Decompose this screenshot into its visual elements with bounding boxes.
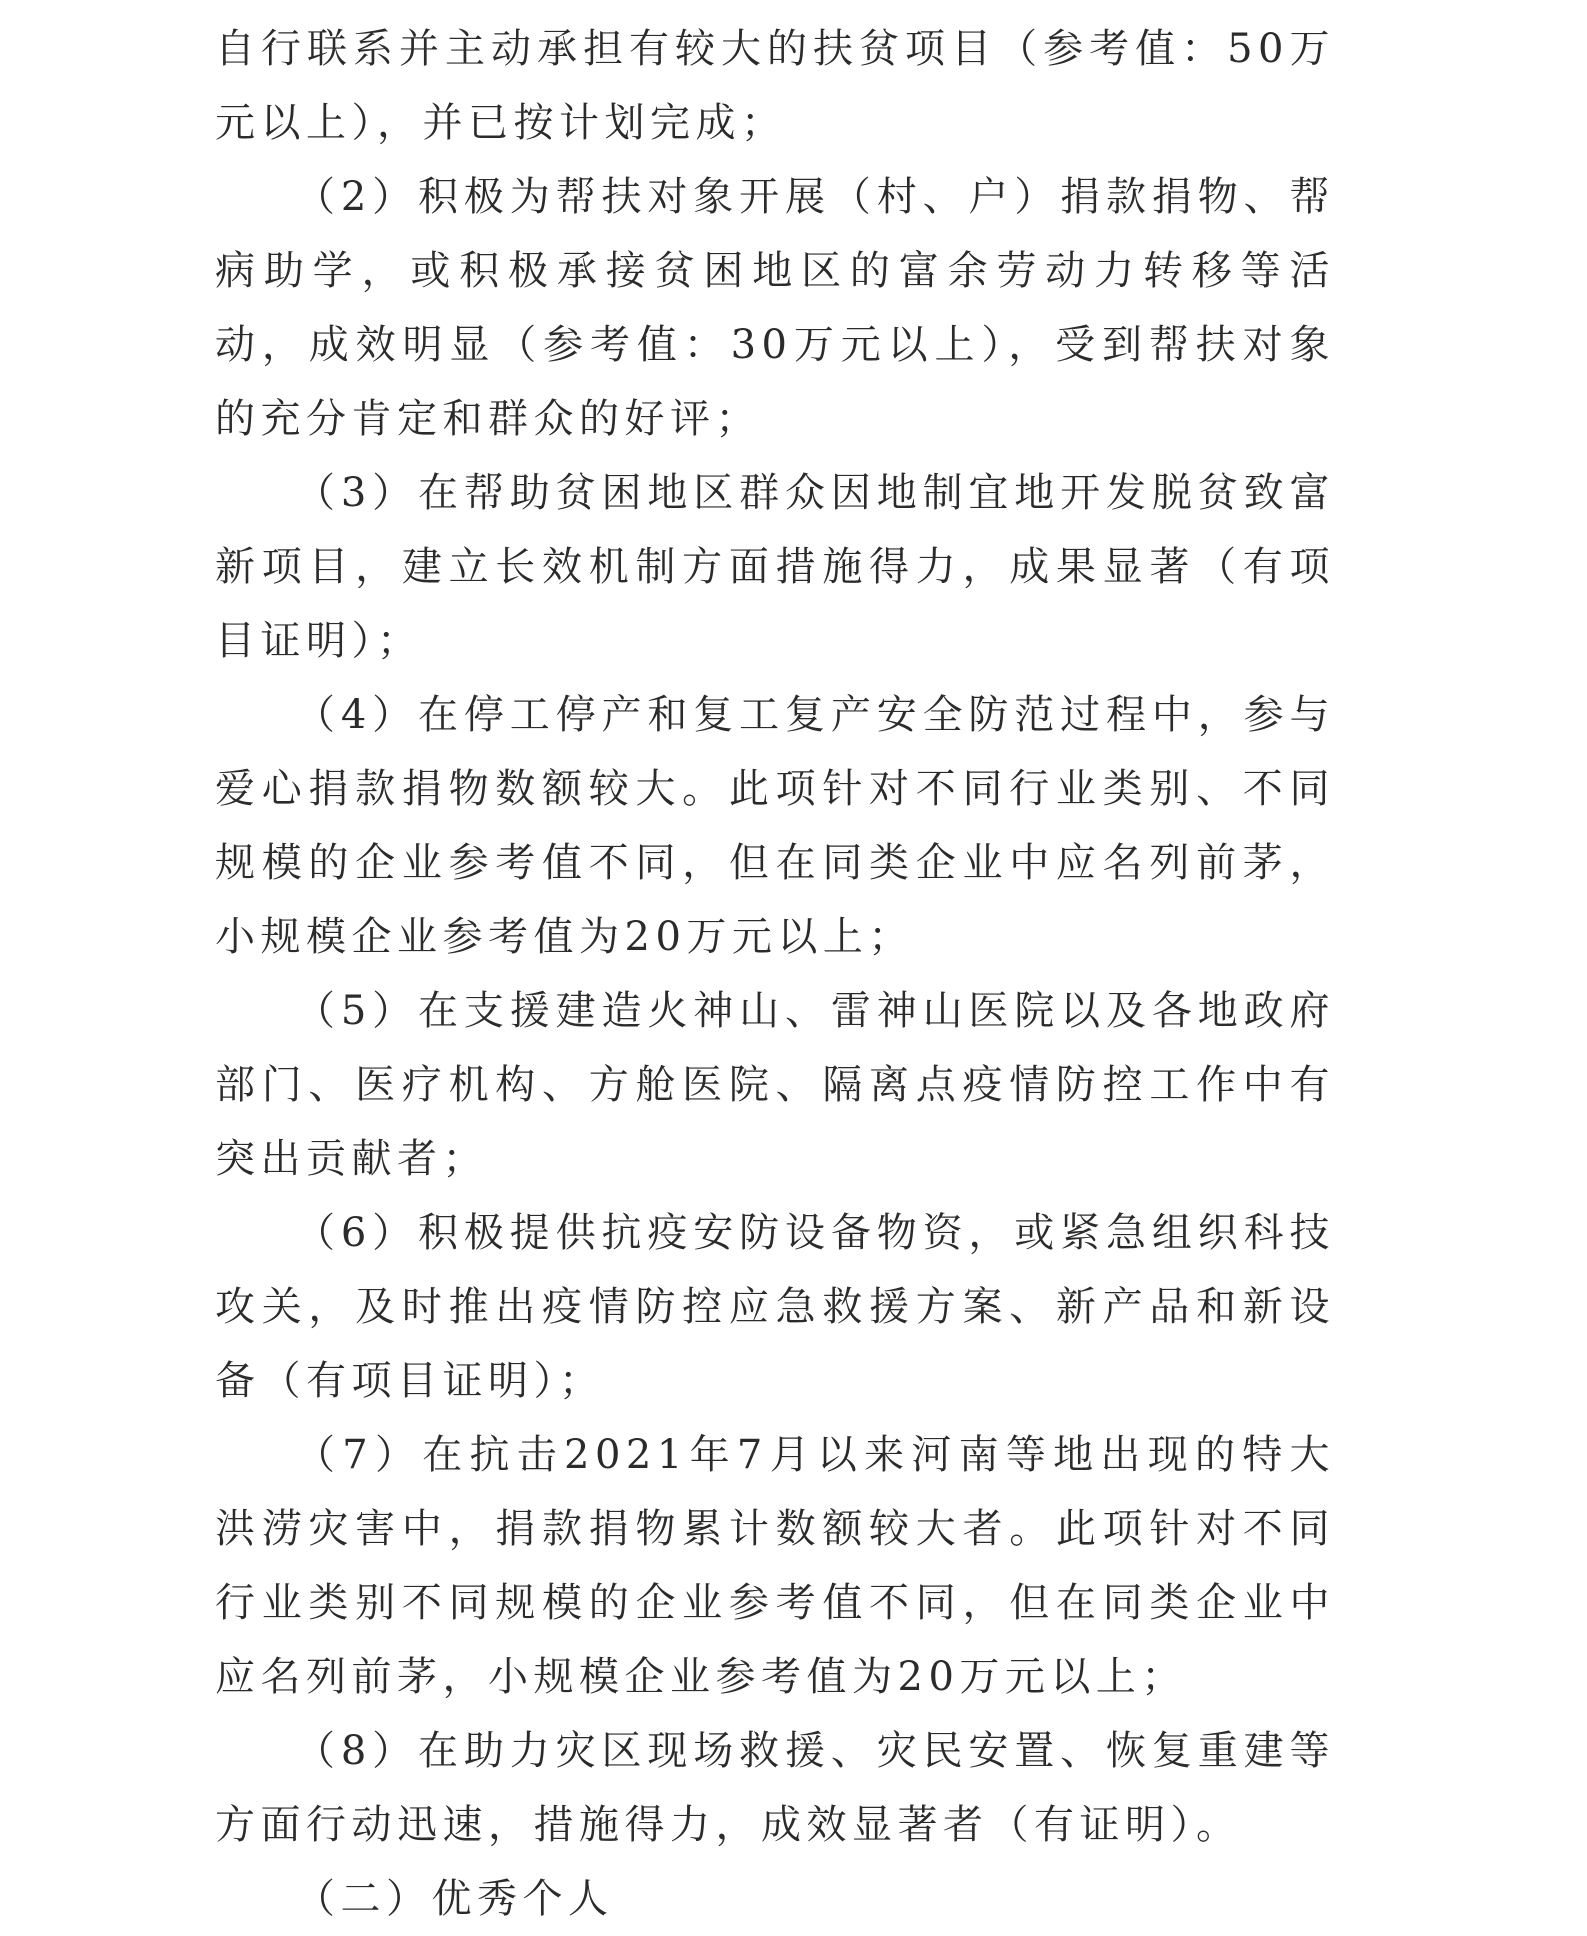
paragraph-item-3: （3）在帮助贫困地区群众因地制宜地开发脱贫致富新项目，建立长效机制方面措施得力，成果显著（有项目证明）；	[215, 470, 1335, 664]
paragraph-item-8: （8）在助力灾区现场救援、灾民安置、恢复重建等方面行动迅速，措施得力，成效显著者（有证明）。	[215, 1728, 1335, 1848]
paragraph-1-continuation: 自行联系并主动承担有较大的扶贫项目（参考值：50万元以上），并已按计划完成；	[215, 26, 1335, 146]
paragraph-item-4: （4）在停工停产和复工复产安全防范过程中，参与爱心捐款捐物数额较大。此项针对不同行业类别、不同规模的企业参考值不同，但在同类企业中应名列前茅，小规模企业参考值为20万元以上；	[215, 692, 1335, 960]
paragraph-item-7: （7）在抗击2021年7月以来河南等地出现的特大洪涝灾害中，捐款捐物累计数额较大者。此项针对不同行业类别不同规模的企业参考值不同，但在同类企业中应名列前茅，小规模企业参考值为20万元以上；	[215, 1432, 1335, 1700]
section-heading: （二）优秀个人	[295, 1876, 614, 1922]
paragraph-item-6: （6）积极提供抗疫安防设备物资，或紧急组织科技攻关，及时推出疫情防控应急救援方案、新产品和新设备（有项目证明）；	[215, 1210, 1335, 1404]
paragraph-item-5: （5）在支援建造火神山、雷神山医院以及各地政府部门、医疗机构、方舱医院、隔离点疫情防控工作中有突出贡献者；	[215, 988, 1335, 1182]
document-body	[215, 12, 1335, 1936]
paragraph-item-2: （2）积极为帮扶对象开展（村、户）捐款捐物、帮病助学，或积极承接贫困地区的富余劳动力转移等活动，成效明显（参考值：30万元以上），受到帮扶对象的充分肯定和群众的好评；	[215, 174, 1335, 442]
